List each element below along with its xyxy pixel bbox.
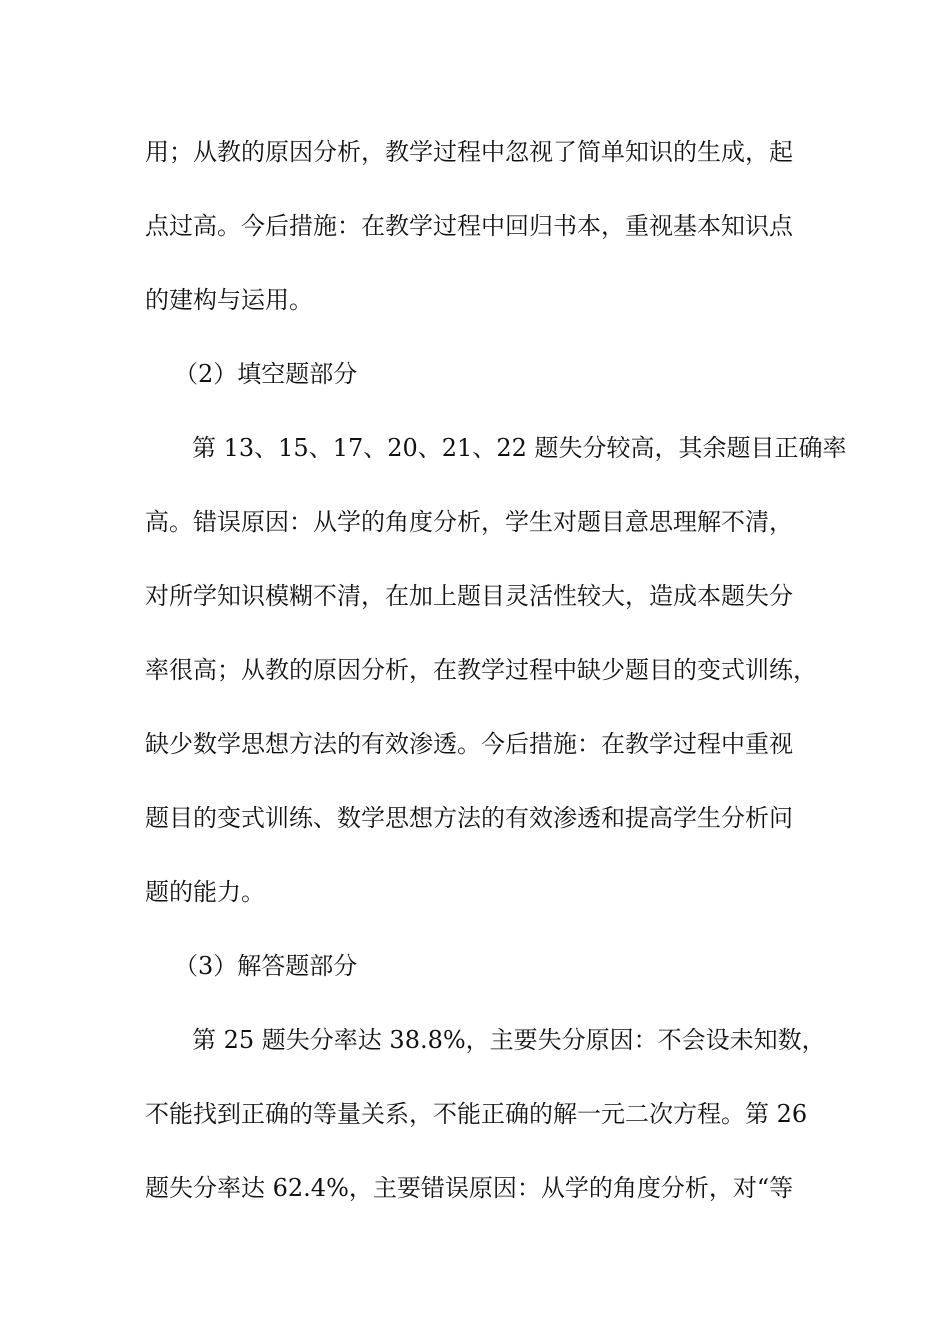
paragraph-line: 高。错误原因：从学的角度分析，学生对题目意思理解不清， [145, 508, 793, 536]
paragraph-line: 对所学知识模糊不清，在加上题目灵活性较大，造成本题失分 [145, 582, 793, 610]
paragraph-line: 题的能力。 [145, 878, 265, 906]
paragraph-line: 率很高；从教的原因分析，在教学过程中缺少题目的变式训练， [145, 656, 817, 684]
paragraph-line: 的建构与运用。 [145, 286, 313, 314]
paragraph-line: 用；从教的原因分析，教学过程中忽视了简单知识的生成，起 [145, 138, 793, 166]
section-heading-answer: （3）解答题部分 [174, 952, 358, 980]
paragraph-line: 题失分率达 62.4%，主要错误原因：从学的角度分析，对“等 [145, 1174, 794, 1202]
paragraph-line: 题目的变式训练、数学思想方法的有效渗透和提高学生分析问 [145, 804, 793, 832]
paragraph-line: 第 13、15、17、20、21、22 题失分较高，其余题目正确率 [192, 434, 847, 462]
paragraph-line: 第 25 题失分率达 38.8%，主要失分原因：不会设未知数， [192, 1026, 826, 1054]
paragraph-line: 点过高。今后措施：在教学过程中回归书本，重视基本知识点 [145, 212, 793, 240]
section-heading-fill-blank: （2）填空题部分 [174, 360, 358, 388]
paragraph-line: 缺少数学思想方法的有效渗透。今后措施：在教学过程中重视 [145, 730, 793, 758]
paragraph-line: 不能找到正确的等量关系，不能正确的解一元二次方程。第 26 [145, 1100, 808, 1128]
